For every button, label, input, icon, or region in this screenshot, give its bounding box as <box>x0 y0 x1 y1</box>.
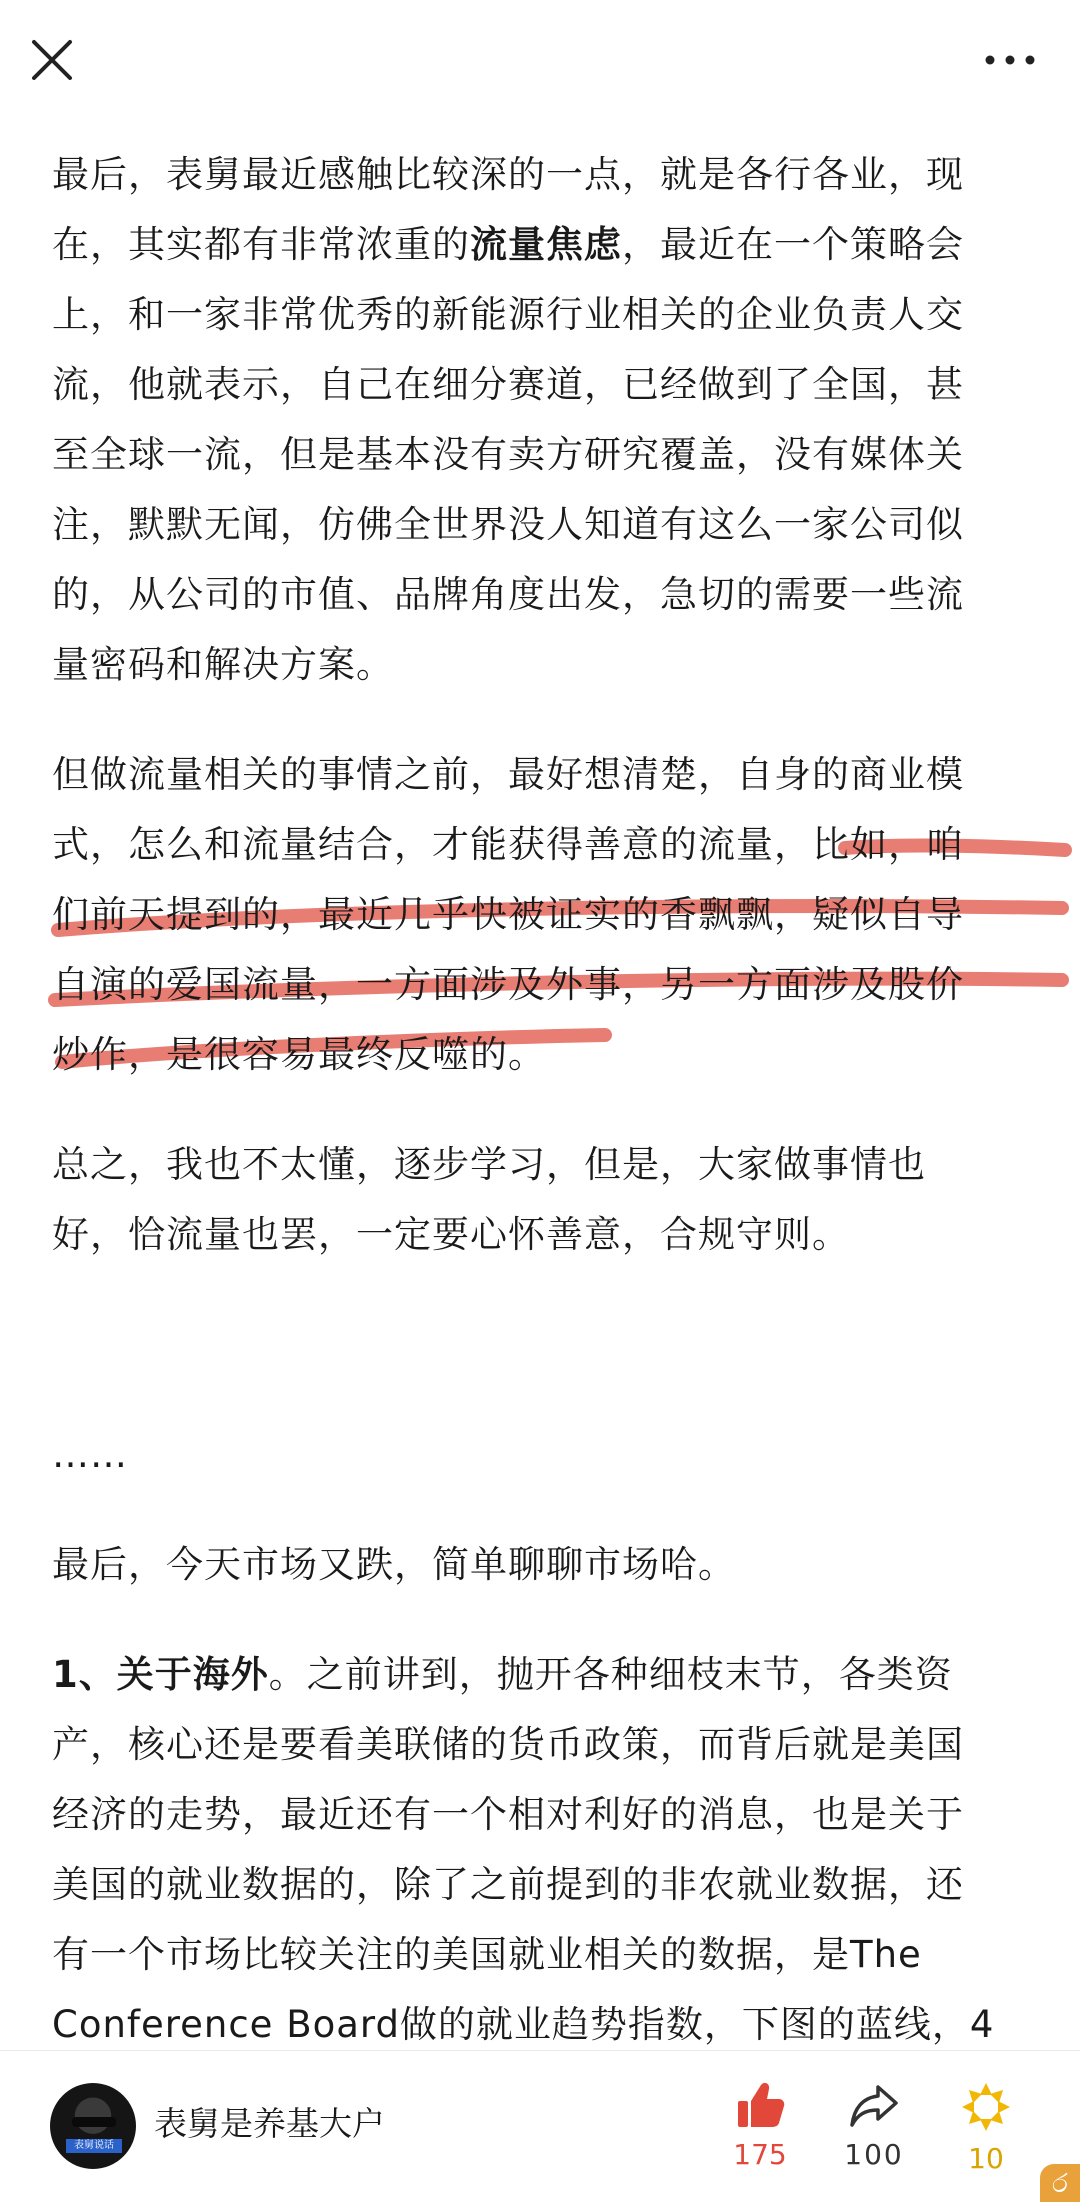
corner-badge[interactable]: ර <box>1040 2164 1080 2202</box>
like-button[interactable] <box>720 2079 800 2173</box>
bold-keyword-traffic-anxiety: 流量焦虑 <box>470 223 622 266</box>
top-bar <box>0 0 1080 125</box>
like-count: 175 <box>733 2138 787 2171</box>
share-icon <box>848 2079 900 2131</box>
p5-line-1 <box>52 1640 1032 1710</box>
p5-line-6: Conference Board做的就业趋势指数，下图的蓝线，4 <box>52 2003 995 2046</box>
paragraph-5 <box>52 1640 1032 2060</box>
paragraph-1 <box>52 140 1032 700</box>
p2-line-2: 式，怎么和流量结合，才能获得善意的流量，比如，咱 <box>52 823 964 866</box>
paragraph-2 <box>52 740 1032 1090</box>
paragraph-4: 最后，今天市场又跌，简单聊聊市场哈。 <box>52 1543 736 1586</box>
p1-line-6: 注，默默无闻，仿佛全世界没人知道有这么一家公司似 <box>52 503 964 546</box>
p5-line-1-b: 。之前讲到，抛开各种细枝末节，各类资 <box>268 1653 953 1696</box>
bottom-action-bar <box>0 2050 1080 2203</box>
p1-line-3: 上，和一家非常优秀的新能源行业相关的企业负责人交 <box>52 293 964 336</box>
close-button[interactable] <box>30 38 74 82</box>
p2-line-3: 们前天提到的，最近几乎快被证实的香飘飘，疑似自导 <box>52 893 964 936</box>
p1-line-4: 流，他就表示，自己在细分赛道，已经做到了全国，甚 <box>52 363 964 406</box>
p5-line-2: 产，核心还是要看美联储的货币政策，而背后就是美国 <box>52 1723 964 1766</box>
p1-line-5: 至全球一流，但是基本没有卖方研究覆盖，没有媒体关 <box>52 433 964 476</box>
p1-line-2-c: ，最近在一个策略会 <box>622 223 964 266</box>
p5-line-5: 有一个市场比较关注的美国就业相关的数据，是The <box>52 1933 922 1976</box>
p1-line-7: 的，从公司的市值、品牌角度出发，急切的需要一些流 <box>52 573 964 616</box>
more-button[interactable] <box>982 40 1038 80</box>
p1-line-2 <box>52 210 1032 280</box>
author-name[interactable]: 表舅是养基大户 <box>154 2104 385 2143</box>
favorite-button[interactable] <box>946 2079 1026 2177</box>
p1-line-1: 最后，表舅最近感触比较深的一点，就是各行各业，现 <box>52 153 964 196</box>
p1-line-2-a: 在，其实都有非常浓重的 <box>52 223 470 266</box>
p5-line-3: 经济的走势，最近还有一个相对利好的消息，也是关于 <box>52 1793 964 1836</box>
ellipsis: …… <box>52 1433 128 1476</box>
favorite-icon <box>958 2079 1014 2135</box>
favorite-count: 10 <box>968 2142 1004 2175</box>
share-button[interactable] <box>834 2079 914 2173</box>
p2-line-5: 炒作，是很容易最终反噬的。 <box>52 1033 546 1076</box>
bold-heading-overseas: 1、关于海外 <box>52 1653 269 1696</box>
avatar-badge: 表舅说话 <box>66 2139 122 2153</box>
more-icon <box>982 40 1038 80</box>
article-body <box>52 140 1032 2060</box>
avatar[interactable] <box>50 2083 136 2169</box>
close-icon <box>30 38 74 82</box>
share-count: 100 <box>844 2138 904 2171</box>
avatar-glasses <box>72 2117 116 2127</box>
p1-line-8: 量密码和解决方案。 <box>52 643 394 686</box>
p5-line-4: 美国的就业数据的，除了之前提到的非农就业数据，还 <box>52 1863 964 1906</box>
p3-line-1: 总之，我也不太懂，逐步学习，但是，大家做事情也 <box>52 1143 926 1186</box>
p2-line-1: 但做流量相关的事情之前，最好想清楚，自身的商业模 <box>52 753 964 796</box>
paragraph-3 <box>52 1130 1032 1270</box>
p2-line-4: 自演的爱国流量，一方面涉及外事，另一方面涉及股价 <box>52 963 964 1006</box>
p3-line-2: 好，恰流量也罢，一定要心怀善意，合规守则。 <box>52 1213 850 1256</box>
thumbs-up-icon <box>734 2079 786 2131</box>
